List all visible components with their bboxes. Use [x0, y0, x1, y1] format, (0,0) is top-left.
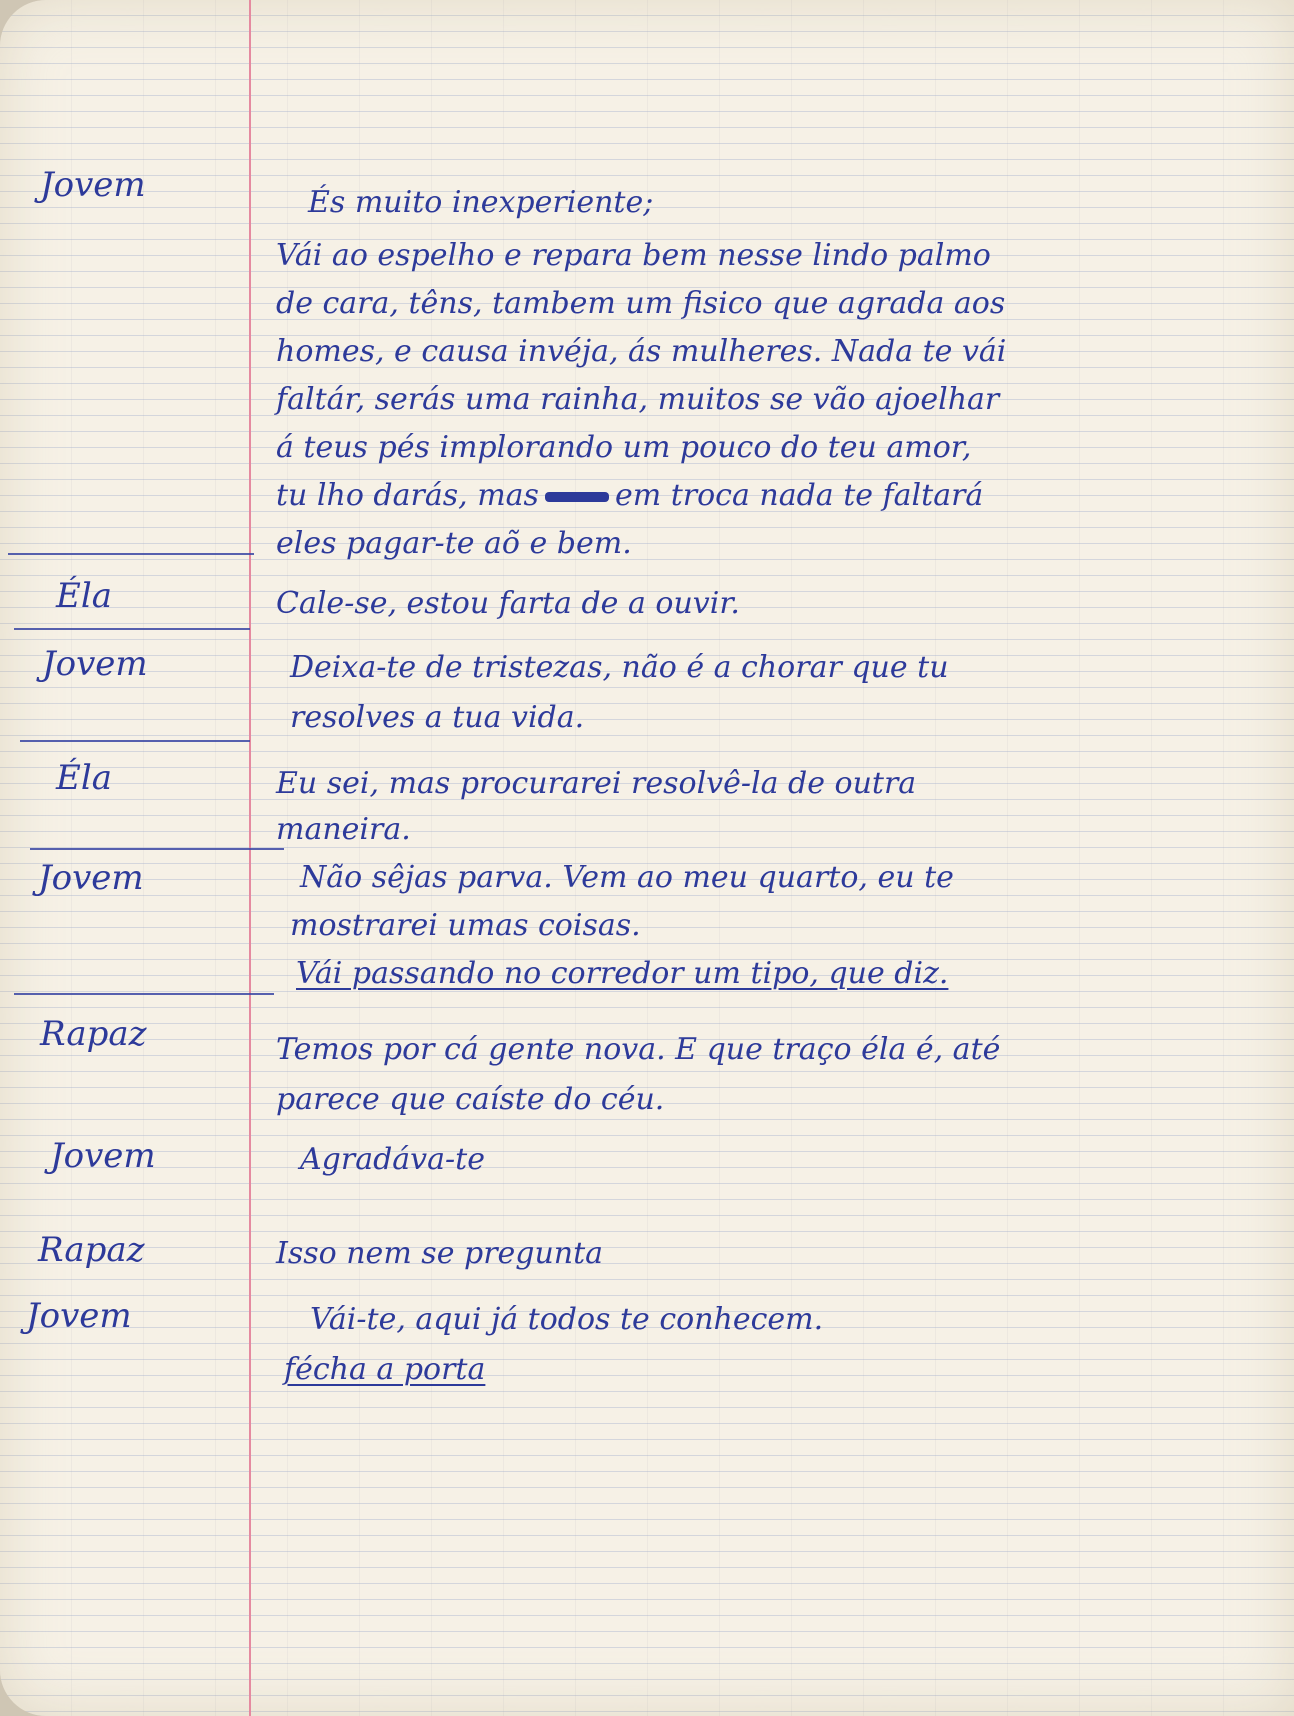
dialogue-text: em troca nada te faltará — [614, 478, 984, 513]
dialogue-line: Não sêjas parva. Vem ao meu quarto, eu te — [300, 860, 954, 895]
dialogue-line: faltár, serás uma rainha, muitos se vão ajoelhar — [276, 382, 1000, 417]
speaker-separator — [14, 628, 250, 630]
dialogue-line: Isso nem se pregunta — [276, 1236, 604, 1271]
dialogue-line: mostrarei umas coisas. — [290, 908, 641, 943]
dialogue-line: Vái ao espelho e repara bem nesse lindo palmo — [276, 238, 991, 273]
dialogue-line: Agradáva-te — [300, 1142, 485, 1177]
dialogue-line: Eu sei, mas procurarei resolvê-la de outra — [276, 766, 917, 801]
dialogue-line: És muito inexperiente; — [308, 185, 654, 220]
dialogue-line: Cale-se, estou farta de a ouvir. — [276, 586, 740, 621]
speaker-jovem-1: Jovem — [40, 165, 146, 205]
speaker-jovem-2: Jovem — [42, 644, 148, 684]
ink-crossout — [545, 492, 609, 502]
speaker-jovem-3: Jovem — [38, 858, 144, 898]
dialogue-line: á teus pés implorando um pouco do teu amor, — [276, 430, 972, 465]
dialogue-line: maneira. — [276, 812, 411, 847]
stage-direction: fécha a porta — [284, 1352, 486, 1387]
dialogue-text: tu lho darás, mas — [276, 478, 539, 513]
dialogue-line: resolves a tua vida. — [290, 700, 585, 735]
speaker-jovem-5: Jovem — [26, 1296, 132, 1336]
dialogue-line: homes, e causa invéja, ás mulheres. Nada te vái — [276, 334, 1007, 369]
dialogue-line: eles pagar-te aõ e bem. — [276, 526, 632, 561]
speaker-separator — [20, 740, 250, 742]
dialogue-line: Temos por cá gente nova. E que traço éla é, até — [276, 1032, 1001, 1067]
dialogue-line: Deixa-te de tristezas, não é a chorar que tu — [290, 650, 949, 685]
speaker-ela-1: Éla — [56, 576, 112, 616]
speaker-jovem-4: Jovem — [50, 1136, 156, 1176]
dialogue-line: Vái-te, aqui já todos te conhecem. — [310, 1302, 824, 1337]
speaker-separator — [14, 993, 274, 995]
dialogue-line — [276, 476, 983, 516]
margin-line — [249, 0, 251, 1716]
speaker-separator — [30, 848, 284, 850]
speaker-separator — [8, 553, 254, 555]
stage-direction: Vái passando no corredor um tipo, que diz. — [296, 956, 949, 991]
speaker-rapaz-1: Rapaz — [40, 1014, 147, 1054]
dialogue-line: parece que caíste do céu. — [276, 1082, 665, 1117]
dialogue-line: de cara, têns, tambem um fisico que agrada aos — [276, 286, 1006, 321]
speaker-rapaz-2: Rapaz — [38, 1230, 145, 1270]
speaker-ela-2: Éla — [56, 758, 112, 798]
